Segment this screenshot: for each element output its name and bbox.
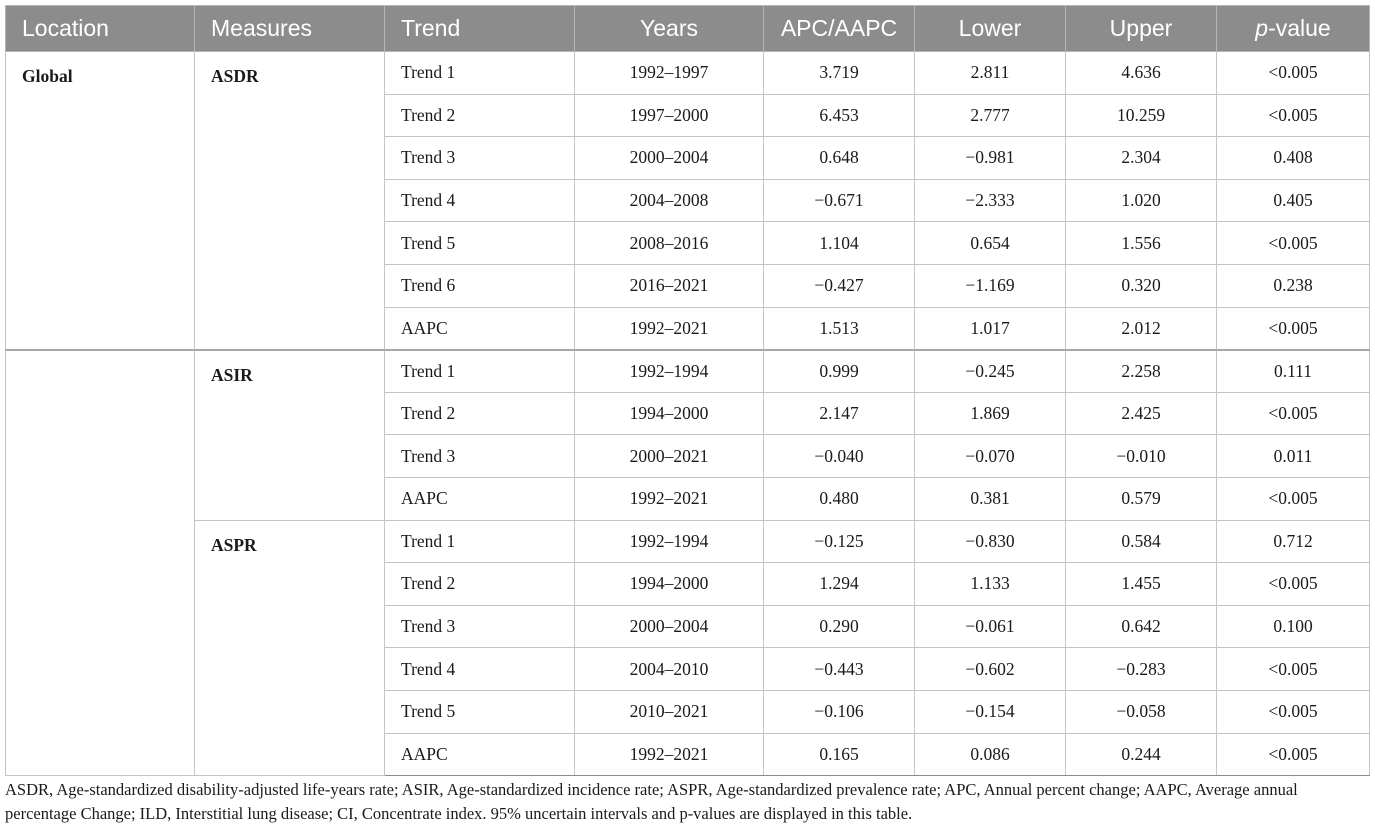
measure-cell: ASPR <box>195 520 385 776</box>
trend-cell: Trend 1 <box>385 350 575 393</box>
apc-aapc-cell: −0.125 <box>764 520 915 563</box>
apc-aapc-cell: 0.648 <box>764 137 915 180</box>
upper-cell: 1.556 <box>1066 222 1217 265</box>
lower-cell: −0.602 <box>915 648 1066 691</box>
years-cell: 2000–2004 <box>575 605 764 648</box>
upper-cell: 4.636 <box>1066 52 1217 95</box>
apc-aapc-cell: 0.480 <box>764 477 915 520</box>
header-apc-aapc: APC/AAPC <box>764 6 915 52</box>
location-cell <box>6 350 195 776</box>
lower-cell: −0.981 <box>915 137 1066 180</box>
apc-aapc-cell: −0.040 <box>764 435 915 478</box>
lower-cell: 1.017 <box>915 307 1066 350</box>
trend-cell: Trend 1 <box>385 520 575 563</box>
upper-cell: 2.425 <box>1066 392 1217 435</box>
years-cell: 1992–1994 <box>575 520 764 563</box>
p-value-cell: <0.005 <box>1217 52 1370 95</box>
upper-cell: 0.320 <box>1066 264 1217 307</box>
apc-aapc-cell: 1.104 <box>764 222 915 265</box>
years-cell: 1994–2000 <box>575 392 764 435</box>
header-upper: Upper <box>1066 6 1217 52</box>
lower-cell: −0.061 <box>915 605 1066 648</box>
header-location: Location <box>6 6 195 52</box>
years-cell: 1992–1997 <box>575 52 764 95</box>
trend-cell: Trend 5 <box>385 222 575 265</box>
years-cell: 1994–2000 <box>575 563 764 606</box>
trend-cell: Trend 1 <box>385 52 575 95</box>
location-cell: Global <box>6 52 195 350</box>
apc-aapc-cell: −0.106 <box>764 690 915 733</box>
years-cell: 2000–2004 <box>575 137 764 180</box>
table-row <box>6 350 1370 393</box>
measure-cell: ASDR <box>195 52 385 350</box>
upper-cell: −0.283 <box>1066 648 1217 691</box>
lower-cell: 1.869 <box>915 392 1066 435</box>
upper-cell: 0.244 <box>1066 733 1217 776</box>
header-measures: Measures <box>195 6 385 52</box>
header-p-value <box>1217 6 1370 52</box>
lower-cell: −0.154 <box>915 690 1066 733</box>
years-cell: 2008–2016 <box>575 222 764 265</box>
lower-cell: 0.086 <box>915 733 1066 776</box>
header-trend: Trend <box>385 6 575 52</box>
apc-aapc-cell: 1.513 <box>764 307 915 350</box>
lower-cell: −0.830 <box>915 520 1066 563</box>
apc-aapc-cell: 0.290 <box>764 605 915 648</box>
p-value-cell: <0.005 <box>1217 690 1370 733</box>
p-value-cell: <0.005 <box>1217 94 1370 137</box>
years-cell: 2016–2021 <box>575 264 764 307</box>
years-cell: 1997–2000 <box>575 94 764 137</box>
apc-aapc-cell: 2.147 <box>764 392 915 435</box>
upper-cell: 10.259 <box>1066 94 1217 137</box>
header-years: Years <box>575 6 764 52</box>
lower-cell: 1.133 <box>915 563 1066 606</box>
p-value-cell: 0.238 <box>1217 264 1370 307</box>
p-value-cell: 0.100 <box>1217 605 1370 648</box>
upper-cell: 1.020 <box>1066 179 1217 222</box>
trend-cell: AAPC <box>385 307 575 350</box>
table-row <box>6 520 1370 563</box>
p-value-cell: <0.005 <box>1217 477 1370 520</box>
trend-cell: Trend 3 <box>385 137 575 180</box>
p-value-cell: 0.011 <box>1217 435 1370 478</box>
upper-cell: 2.258 <box>1066 350 1217 393</box>
trend-cell: Trend 2 <box>385 392 575 435</box>
trend-cell: Trend 2 <box>385 94 575 137</box>
lower-cell: 0.381 <box>915 477 1066 520</box>
lower-cell: −1.169 <box>915 264 1066 307</box>
lower-cell: 0.654 <box>915 222 1066 265</box>
trend-cell: Trend 2 <box>385 563 575 606</box>
apc-aapc-cell: −0.671 <box>764 179 915 222</box>
lower-cell: 2.777 <box>915 94 1066 137</box>
p-value-cell: <0.005 <box>1217 563 1370 606</box>
trend-cell: Trend 4 <box>385 179 575 222</box>
trend-cell: Trend 4 <box>385 648 575 691</box>
trend-cell: Trend 5 <box>385 690 575 733</box>
apc-aapc-cell: 6.453 <box>764 94 915 137</box>
years-cell: 2004–2010 <box>575 648 764 691</box>
table-footnote: ASDR, Age-standardized disability-adjusted life-years rate; ASIR, Age-standardized incidence rate; ASPR, Age-standardized prevalence rate; APC, Annual percent change; AAPC, Average annual percentage Change; ILD, Interstitial lung disease; CI, Concentrate index. 95% uncertain intervals and p-values are displayed in this table. <box>5 780 1298 823</box>
trend-cell: Trend 3 <box>385 605 575 648</box>
header-p-value-rest: -value <box>1268 15 1331 41</box>
upper-cell: −0.058 <box>1066 690 1217 733</box>
apc-aapc-cell: 0.165 <box>764 733 915 776</box>
header-lower: Lower <box>915 6 1066 52</box>
years-cell: 2004–2008 <box>575 179 764 222</box>
upper-cell: −0.010 <box>1066 435 1217 478</box>
lower-cell: −2.333 <box>915 179 1066 222</box>
upper-cell: 2.304 <box>1066 137 1217 180</box>
lower-cell: −0.245 <box>915 350 1066 393</box>
p-value-cell: 0.712 <box>1217 520 1370 563</box>
header-row <box>6 6 1370 52</box>
upper-cell: 1.455 <box>1066 563 1217 606</box>
apc-aapc-cell: 0.999 <box>764 350 915 393</box>
years-cell: 1992–2021 <box>575 733 764 776</box>
apc-aapc-cell: −0.427 <box>764 264 915 307</box>
p-value-cell: 0.408 <box>1217 137 1370 180</box>
apc-aapc-cell: 3.719 <box>764 52 915 95</box>
upper-cell: 2.012 <box>1066 307 1217 350</box>
table-body <box>6 52 1370 776</box>
p-value-cell: <0.005 <box>1217 733 1370 776</box>
table-row <box>6 52 1370 95</box>
trend-cell: Trend 3 <box>385 435 575 478</box>
upper-cell: 0.579 <box>1066 477 1217 520</box>
trend-cell: Trend 6 <box>385 264 575 307</box>
lower-cell: −0.070 <box>915 435 1066 478</box>
p-value-cell: 0.405 <box>1217 179 1370 222</box>
trend-cell: AAPC <box>385 477 575 520</box>
trend-cell: AAPC <box>385 733 575 776</box>
trend-table <box>5 5 1370 776</box>
measure-cell: ASIR <box>195 350 385 520</box>
apc-aapc-cell: −0.443 <box>764 648 915 691</box>
p-value-cell: 0.111 <box>1217 350 1370 393</box>
years-cell: 2000–2021 <box>575 435 764 478</box>
years-cell: 2010–2021 <box>575 690 764 733</box>
p-value-cell: <0.005 <box>1217 648 1370 691</box>
years-cell: 1992–2021 <box>575 477 764 520</box>
p-value-cell: <0.005 <box>1217 392 1370 435</box>
upper-cell: 0.642 <box>1066 605 1217 648</box>
years-cell: 1992–1994 <box>575 350 764 393</box>
upper-cell: 0.584 <box>1066 520 1217 563</box>
apc-aapc-cell: 1.294 <box>764 563 915 606</box>
p-value-cell: <0.005 <box>1217 222 1370 265</box>
lower-cell: 2.811 <box>915 52 1066 95</box>
years-cell: 1992–2021 <box>575 307 764 350</box>
p-value-cell: <0.005 <box>1217 307 1370 350</box>
p-italic: p <box>1255 15 1269 41</box>
